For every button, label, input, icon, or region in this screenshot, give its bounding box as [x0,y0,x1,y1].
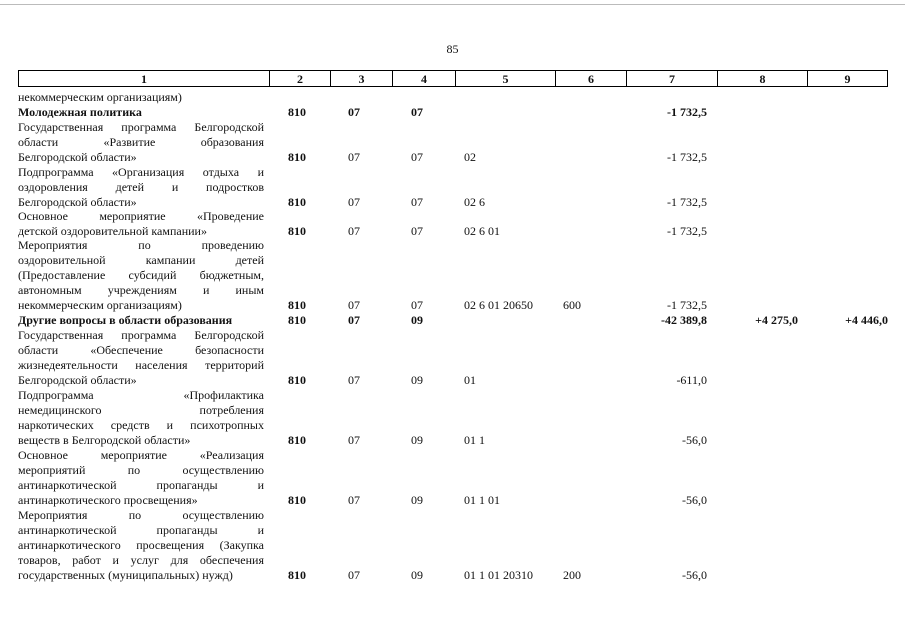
row-name [18,508,264,583]
row-name-line: Другие вопросы в области образования [18,313,233,327]
section-code: 810 [288,432,306,447]
table-row [18,238,888,313]
row-name-line: антинаркотической пропаганды и [18,522,264,537]
header-col-3: 3 [331,70,393,87]
row-name [18,165,264,210]
section-code: 810 [288,372,306,387]
article-code: 09 [411,492,423,507]
table-row [18,165,888,210]
row-name-line: товаров, работ и услуг для обеспечения [18,552,264,567]
target-article-code: 02 6 01 20650 [464,297,533,312]
amount-col-7: -56,0 [682,567,707,582]
row-name-line: Основное мероприятие «Реализация [18,448,264,462]
table-row [18,209,888,239]
row-name [18,90,264,105]
row-name-line: (Предоставление субсидий бюджетным, [18,267,264,282]
header-col-8: 8 [718,70,808,87]
row-name-line: оздоровительной кампании детей [18,252,264,267]
subsection-code: 07 [348,567,360,582]
amount-col-7: -1 732,5 [667,104,707,119]
row-name-line: автономным учреждениям и иным [18,282,264,297]
article-code: 09 [411,372,423,387]
section-code: 810 [288,492,306,507]
subsection-code: 07 [348,149,360,164]
expense-type-code: 200 [563,567,581,582]
row-name-line: наркотических средств и психотропных [18,417,264,432]
row-name [18,388,264,448]
row-name-line: мероприятий по осуществлению [18,462,264,477]
subsection-code: 07 [348,194,360,209]
target-article-code: 02 6 [464,194,485,209]
target-article-code: 01 [464,372,476,387]
article-code: 07 [411,104,423,119]
row-name-line: немедицинского потребления [18,402,264,417]
section-code: 810 [288,567,306,582]
row-name-line: области «Обеспечение безопасности [18,342,264,357]
row-name [18,105,264,120]
row-name-line: Белгородской области» [18,372,137,387]
section-code: 810 [288,312,306,327]
header-col-9: 9 [808,70,888,87]
row-name [18,209,264,239]
header-col-6: 6 [556,70,627,87]
amount-col-7: -56,0 [682,432,707,447]
row-name-line: области «Развитие образования [18,134,264,149]
amount-col-7: -611,0 [676,372,707,387]
amount-col-7: -42 389,8 [661,312,707,327]
header-col-4: 4 [393,70,456,87]
row-name-line: антинаркотического просвещения (Закупка [18,537,264,552]
article-code: 09 [411,312,423,327]
row-name-line: Мероприятия по проведению [18,238,264,252]
row-name-line: антинаркотической пропаганды и [18,477,264,492]
row-name [18,313,264,328]
target-article-code: 01 1 01 20310 [464,567,533,582]
table-row [18,388,888,448]
row-name-line: веществ в Белгородской области» [18,432,191,447]
section-code: 810 [288,149,306,164]
table-row [18,120,888,165]
article-code: 09 [411,432,423,447]
header-col-7: 7 [627,70,718,87]
article-code: 09 [411,567,423,582]
table-row [18,313,888,328]
row-name-line: некоммерческим организациям) [18,90,182,104]
article-code: 07 [411,297,423,312]
table-row [18,448,888,508]
subsection-code: 07 [348,297,360,312]
row-name-line: Государственная программа Белгородской [18,120,264,134]
subsection-code: 07 [348,432,360,447]
subsection-code: 07 [348,104,360,119]
amount-col-7: -1 732,5 [667,223,707,238]
article-code: 07 [411,223,423,238]
amount-col-7: -1 732,5 [667,194,707,209]
row-name-line: Основное мероприятие «Проведение [18,209,264,223]
row-name [18,120,264,165]
header-col-5: 5 [456,70,556,87]
target-article-code: 02 6 01 [464,223,500,238]
row-name-line: Подпрограмма «Организация отдыха и [18,165,264,179]
subsection-code: 07 [348,223,360,238]
amount-col-7: -56,0 [682,492,707,507]
section-code: 810 [288,297,306,312]
section-code: 810 [288,104,306,119]
row-name-line: некоммерческим организациям) [18,297,182,312]
row-name [18,238,264,313]
section-code: 810 [288,223,306,238]
row-name-line: антинаркотического просвещения» [18,492,198,507]
article-code: 07 [411,149,423,164]
row-name-line: жизнедеятельности населения территорий [18,357,264,372]
section-code: 810 [288,194,306,209]
subsection-code: 07 [348,372,360,387]
row-name-line: Подпрограмма «Профилактика [18,388,264,402]
table-row [18,105,888,120]
row-name-line: Государственная программа Белгородской [18,328,264,342]
row-name-line: Молодежная политика [18,105,142,119]
header-col-2: 2 [270,70,331,87]
article-code: 07 [411,194,423,209]
amount-col-7: -1 732,5 [667,297,707,312]
subsection-code: 07 [348,312,360,327]
target-article-code: 01 1 01 [464,492,500,507]
page-top-edge [0,4,905,5]
row-name-line: Белгородской области» [18,194,137,209]
row-name-line: оздоровления детей и подростков [18,179,264,194]
header-col-1: 1 [18,70,270,87]
row-name-line: детской оздоровительной кампании» [18,223,207,238]
table-row [18,90,888,105]
row-name-line: Мероприятия по осуществлению [18,508,264,522]
row-name [18,328,264,388]
page-number: 85 [446,42,459,56]
table-row [18,508,888,583]
amount-col-7: -1 732,5 [667,149,707,164]
row-name-line: государственных (муниципальных) нужд) [18,567,233,582]
row-name [18,448,264,508]
amount-col-8: +4 275,0 [755,312,798,327]
target-article-code: 02 [464,149,476,164]
expense-type-code: 600 [563,297,581,312]
subsection-code: 07 [348,492,360,507]
row-name-line: Белгородской области» [18,149,137,164]
amount-col-9: +4 446,0 [845,312,888,327]
target-article-code: 01 1 [464,432,485,447]
table-row [18,328,888,388]
